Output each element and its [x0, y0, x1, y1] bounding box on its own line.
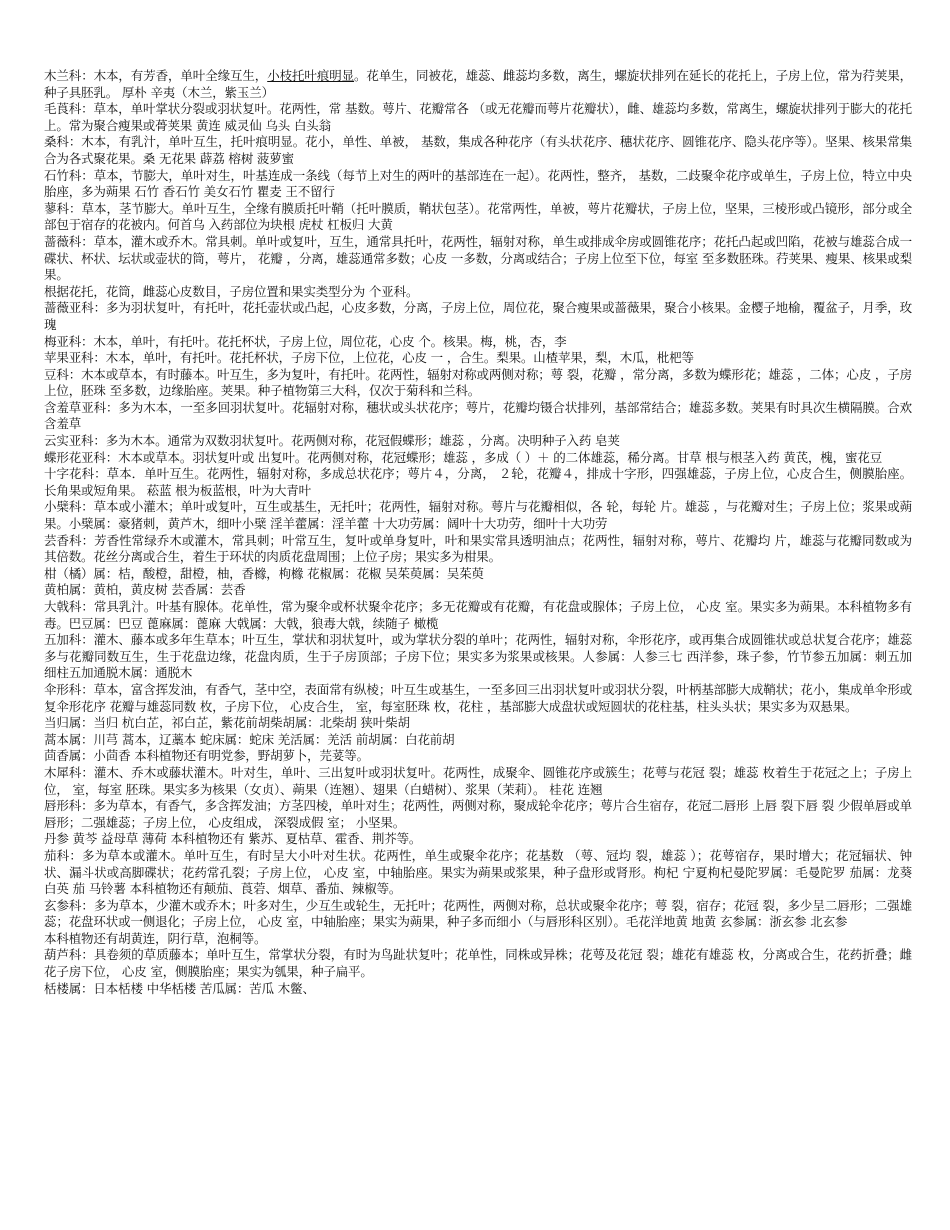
paragraph-moraceae: 桑科：木本，有乳汁，单叶互生，托叶痕明显。花小，单性、单被， 基数，集成各种花序（有头状花序、穗状花序、圆锥花序、隐头花序等）。坚果、核果常集合为各式聚花果。桑 无花果 薜荔 榕树 菠萝蜜 — [44, 134, 912, 166]
paragraph-rosaceae: 蔷薇科：草本，灌木或乔木。常具刺。单叶或复叶，互生，通常具托叶，花两性，辐射对称，单生或排成伞房或圆锥花序；花托凸起或凹陷，花被与雄蕊合成一碟状、杯状、坛状或壶状的筒，萼片， 花瓣 ，分离，雄蕊通常多数；心皮 一多数，分离或结合；子房上位至下位，每室 至多数胚珠。荇荚果、瘦果、核果或梨果。 — [44, 233, 912, 283]
paragraph-papilionoideae: 蝶形花亚科：木本或草本。羽状复叶或 出复叶。花两侧对称，花冠蝶形；雄蕊 ，多成（ ）＋ 的二体雄蕊，稀分离。甘草 根与根茎入药 黄芪，槐，蜜花豆 — [44, 449, 883, 465]
paragraph-leguminosae: 豆科：木本或草本，有时藤本。叶互生，多为复叶，有托叶。花两性，辐射对称或两侧对称；萼 裂，花瓣 ，常分离，多数为蝶形花；雄蕊 ，二体；心皮 ，子房上位，胚珠 至多数，边缘胎座。荚果。种子植物第三大科，仅次于菊科和兰科。 — [44, 366, 912, 399]
paragraph-rutaceae: 芸香科：芳香性常绿乔木或灌木，常具刺；叶常互生，复叶或单身复叶，叶和果实常具透明油点；花两性，辐射对称，萼片、花瓣均 片，雄蕊与花瓣同数或为其倍数。花丝分离或合生，着生于环状的肉质花盘周围；上位子房；果实多为柑果。 — [44, 532, 912, 565]
magnoliaceae-text-end: 。花单生，同被花，雄蕊、雌蕊均多数，离生，螺旋状排列在延长的花托上，子房上位，常为荇荚果，种子具胚乳。 厚朴 辛夷（木兰，紫玉兰） — [44, 68, 912, 100]
paragraph-cruciferae: 十字花科：草本．单叶互生。花两性，辐射对称，多成总状花序；萼片４，分离， ２轮，花瓣４，排成十字形，四强雄蕊，子房上位，心皮合生，侧膜胎座。长角果或短角果。 菘蓝 根为板蓝根，叶为大青叶 — [44, 466, 912, 498]
paragraph-phellodendron-genus: 黄柏属：黄柏，黄皮树 芸香属：芸香 — [44, 582, 246, 598]
paragraph-ranunculaceae: 毛莨科：草本，单叶掌状分裂或羽状复叶。花两性，常 基数。萼片、花瓣常各 （或无花瓣而萼片花瓣状），雌、雄蕊均多数，常离生，螺旋状排列于膨大的花托上。常为聚合瘦果或蓇荚果 黄连 威灵仙 乌头 白头翁 — [44, 101, 912, 133]
paragraph-oleaceae: 木犀科：灌木、乔木或藤状灌木。叶对生，单叶、三出复叶或羽状复叶。花两性，成聚伞、圆锥花序或簇生；花萼与花冠 裂；雄蕊 枚着生于花冠之上；子房上位， 室，每室 胚珠。果实多为核果（女贞）、蒴果（连翘）、翅果（白蜡树）、浆果（茉莉）。 桂花 连翘 — [44, 764, 912, 797]
paragraph-umbelliferae: 伞形科：草本，富含挥发油，有香气，茎中空，表面常有纵棱；叶互生或基生，一至多回三出羽状复叶或羽状分裂，叶柄基部膨大成鞘状；花小，集成单伞形或复伞形花序 花瓣与雄蕊同数 枚，子房下位， 心皮合生， 室，每室胚珠 枚，花柱 ，基部膨大成盘状或短圆状的花柱基，柱头头状；果实多为双悬果。 — [44, 681, 912, 714]
paragraph-foeniculum-genus: 茴香属：小茴香 本科植物还有明党参，野胡萝卜，芫荽等。 — [44, 748, 369, 764]
paragraph-polygonaceae: 蓼科：草本，茎节膨大。单叶互生，全缘有膜质托叶鞘（托叶膜质，鞘状包茎）。花常两性，单被，萼片花瓣状，子房上位，坚果，三棱形或凸镜形，部分或全部包于宿存的花被内。何首乌 入药部位为块根 虎杖 杠板归 大黄 — [44, 200, 912, 233]
paragraph-berberidaceae: 小檗科：草本或小灌木；单叶或复叶，互生或基生，无托叶；花两性，辐射对称。萼片与花瓣相似，各 轮，每轮 片。雄蕊 ，与花瓣对生；子房上位；浆果或蒴果。小檗属：豪猪刺，黄芦木，细叶小檗 淫羊藿属：淫羊藿 十大功劳属：阔叶十大功劳，细叶十大功劳 — [44, 499, 912, 532]
paragraph-mimosoideae: 含羞草亚科：多为木本，一至多回羽状复叶。花辐射对称，穗状或头状花序；萼片，花瓣均镊合状排列，基部常结合；雄蕊多数。荚果有时具次生横隔膜。合欢 含羞草 — [44, 399, 912, 432]
paragraph-labiatae-species: 丹参 黄芩 益母草 薄荷 本科植物还有 紫苏、夏枯草、霍香、荆芥等。 — [44, 831, 422, 847]
paragraph-caesalpinioideae: 云实亚科：多为木本。通常为双数羽状复叶。花两侧对称，花冠假蝶形；雄蕊 ，分离。决明种子入药 皂荚 — [44, 433, 620, 449]
paragraph-caryophyllaceae: 石竹科：草本，节膨大，单叶对生，叶基连成一条线（每节上对生的两叶的基部连在一起）。花两性，整齐， 基数，二歧聚伞花序或单生，子房上位，特立中央胎座，多为蒴果 石竹 香石竹 美女石竹 瞿麦 王不留行 — [44, 167, 912, 200]
underlined-phrase: 小枝托叶痕明显 — [267, 68, 355, 83]
document-body — [44, 68, 912, 997]
magnoliaceae-text-start: 木兰科：木本，有芳香，单叶全缘互生， — [44, 68, 268, 83]
paragraph-trichosanthes-genus: 栝楼属：日本栝楼 中华栝楼 苦瓜属：苦瓜 木鳖、 — [44, 980, 315, 996]
paragraph-ligusticum-genus: 蒿本属：川芎 蒿本，辽藁本 蛇床属：蛇床 羌活属：羌活 前胡属：白花前胡 — [44, 731, 455, 747]
paragraph-rosaceae-subfamilies: 根据花托，花筒，雌蕊心皮数目，子房位置和果实类型分为 个亚科。 — [44, 283, 419, 299]
paragraph-scrophulariaceae: 玄参科：多为草本，少灌木或乔木；叶多对生，少互生或轮生，无托叶；花两性，两侧对称，总状或聚伞花序；萼 裂，宿存；花冠 裂，多少呈二唇形；二强雄蕊；花盘环状或一侧退化；子房上位， 心皮 室，中轴胎座；果实为蒴果，种子多而细小（与唇形科区别）。毛花洋地黄 地黄 玄参属：浙玄参 北玄参 — [44, 897, 912, 930]
paragraph-labiatae: 唇形科：多为草本，有香气，多含挥发油；方茎四棱，单叶对生；花两性，两侧对称，聚成轮伞花序；萼片合生宿存，花冠二唇形 上唇 裂下唇 裂 少假单唇或单唇形；二强雄蕊；子房上位， 心皮组成， 深裂成假 室； 小坚果。 — [44, 798, 912, 830]
paragraph-angelica-genus: 当归属：当归 杭白芷，祁白芷，紫花前胡柴胡属：北柴胡 狭叶柴胡 — [44, 715, 410, 731]
paragraph-euphorbiaceae: 大戟科：常具乳汁。叶基有腺体。花单性，常为聚伞或杯状聚伞花序；多无花瓣或有花瓣，有花盘或腺体；子房上位， 心皮 室。果实多为蒴果。本科植物多有毒。巴豆属：巴豆 蓖麻属：蓖麻 大戟属：大戟，狼毒大戟，续随子 橄榄 — [44, 599, 912, 631]
paragraph-araliaceae: 五加科：灌木、藤本或多年生草本；叶互生，掌状和羽状复叶，或为掌状分裂的单叶；花两性，辐射对称，伞形花序，或再集合成圆锥状或总状复合花序；雄蕊多与花瓣同数互生，生于花盘边缘，花盘肉质，生于子房顶部；子房下位；果实多为浆果或核果。人参属：人参三七 西洋参，珠子参，竹节参五加属：刺五加 细柱五加通脱木属：通脱木 — [44, 632, 912, 681]
paragraph-cucurbitaceae: 葫芦科：具卷须的草质藤本；单叶互生，常掌状分裂，有时为鸟趾状复叶；花单性，同株或异株；花萼及花冠 裂；雄花有雄蕊 枚，分离或合生，花药折叠；雌花子房下位， 心皮 室，侧膜胎座；果实为瓠果，种子扁平。 — [44, 947, 912, 980]
paragraph-scrophulariaceae-extra: 本科植物还有胡黄连，阴行草，泡桐等。 — [44, 930, 267, 946]
paragraph-citrus-genus: 柑（橘）属：桔，酸橙，甜橙，柚，香橼，枸橼 花椒属：花椒 吴茱萸属：吴茱萸 — [44, 565, 484, 581]
paragraph-maloideae: 苹果亚科：木本，单叶，有托叶。花托杯状，子房下位，上位花，心皮 一 ，合生。梨果。山楂苹果，梨，木瓜，枇杷等 — [44, 350, 694, 366]
paragraph-magnoliaceae — [44, 68, 912, 101]
paragraph-solanaceae: 茄科：多为草本或灌木。单叶互生，有时呈大小叶对生状。花两性，单生或聚伞花序；花基数 （萼、冠均 裂，雄蕊 ）；花萼宿存，果时增大；花冠辐状、钟状、漏斗状或高脚碟状；花药常孔裂；子房上位， 心皮 室，中轴胎座。果实为蒴果或浆果，种子盘形或肾形。枸杞 宁夏枸杞曼陀罗属：毛曼陀罗 茄属：龙葵 白英 茄 马铃薯 本科植物还有颠茄、莨菪、烟草、番茄、辣椒等。 — [44, 847, 912, 897]
paragraph-prunoideae: 梅亚科：木本，单叶，有托叶。花托杯状，子房上位，周位花，心皮 个。核果。梅，桃，杏，李 — [44, 333, 567, 349]
paragraph-rosoideae: 蔷薇亚科：多为羽状复叶，有托叶，花托壶状或凸起，心皮多数，分离，子房上位，周位花，聚合瘦果或蔷薇果，聚合小核果。金樱子地榆，覆盆子，月季，玫瑰 — [44, 300, 912, 332]
